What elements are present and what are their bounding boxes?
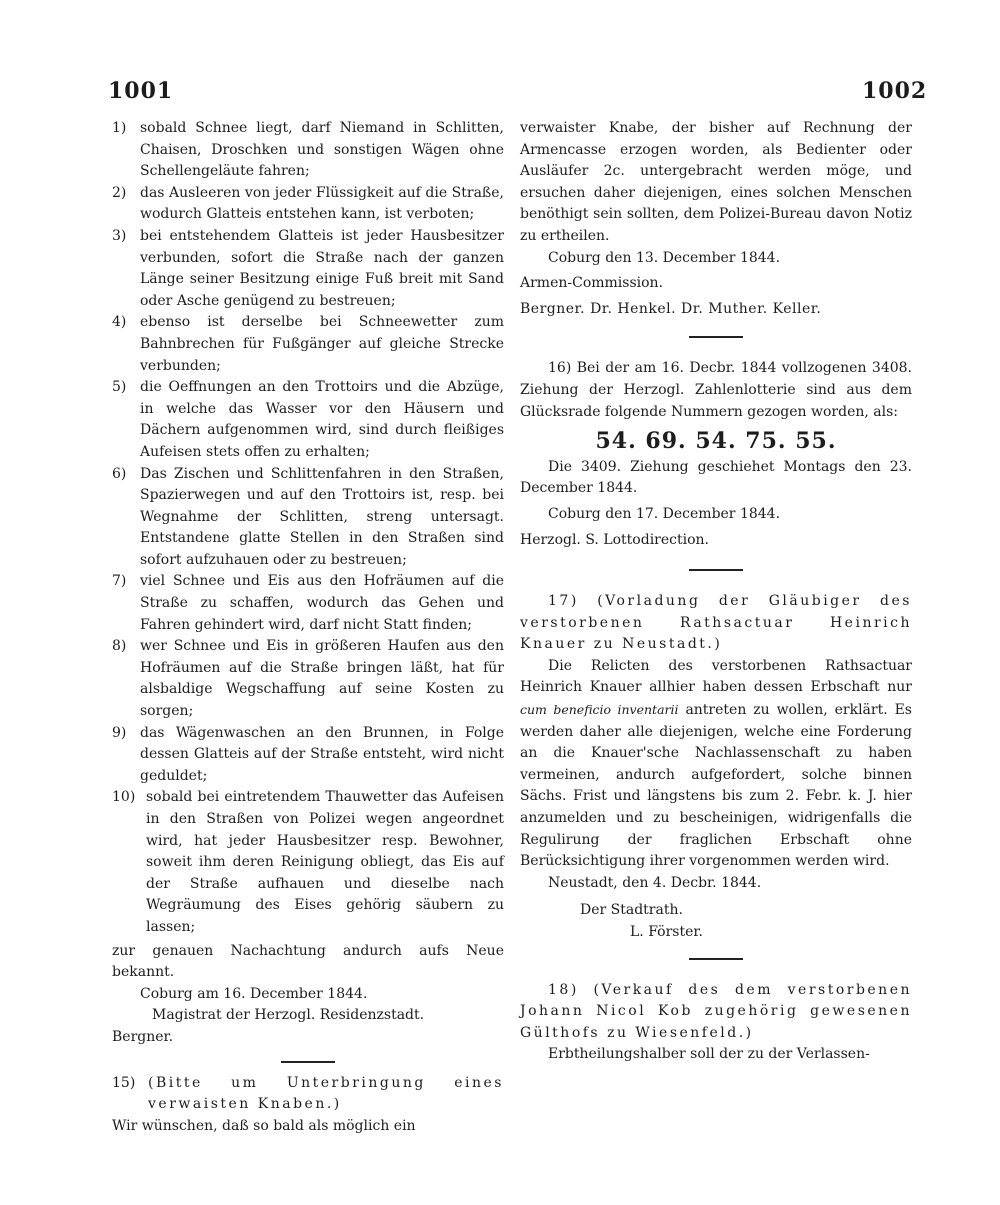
item-18-title: (Verkauf des dem verstorbenen Johann Nicol Kob zugehörig gewesenen Gülthofs zu Wiesenfeld.) (520, 981, 913, 1041)
rule-text: Das Zischen und Schlittenfahren in den Straßen, Spazierwegen und auf den Trottoirs ist, resp. bei Wegnahme der Schlitten, streng untersagt. Entstandene glatte Stellen in den Straßen sind sofort aufzuhauen oder zu bestreuen; (140, 465, 504, 568)
rule-text: viel Schnee und Eis aus den Hofräumen auf die Straße zu schaffen, wodurch das Gehen und Fahren gehindert wird, darf nicht Statt finden; (140, 573, 504, 633)
item-16-date: Coburg den 17. December 1844. (548, 505, 781, 522)
rule-text: bei entstehendem Glatteis ist jeder Hausbesitzer verbunden, sofort die Straße nach der ganzen Länge seiner Besitzung einige Fuß breit mit Sand oder Asche genügend zu bestreuen; (140, 227, 504, 309)
rule-item (112, 787, 504, 938)
rule-item (112, 636, 504, 722)
item-17-number: 17) (548, 593, 579, 610)
item-17-header (520, 591, 912, 656)
notice-date: Coburg am 16. December 1844. (140, 985, 368, 1002)
rule-text: ebenso ist derselbe bei Schneewetter zum Bahnbrechen für Fußgänger auf gleiche Strecke verbunden; (140, 314, 504, 374)
notice-authority: Magistrat der Herzogl. Residenzstadt. (152, 1007, 425, 1024)
rule-item (112, 723, 504, 788)
item-15-continuation: verwaister Knabe, der bisher auf Rechnung der Armencasse erzogen worden, als Bedienter oder Ausläufer 2c. untergebracht werden möge, und ersuchen daher diejenigen, eines solchen Menschen benöthigt sein sollten, dem Polizei-Bureau davon Notiz zu ertheilen. (520, 120, 912, 244)
rule-text: sobald bei eintretendem Thauwetter das Aufeisen in den Straßen von Polizei wegen angeordnet wird, hat jeder Hausbesitzer resp. Bewohner, soweit ihm deren Reinigung obliegt, das Eis auf der Straße aufhauen und dieselbe nach Wegräumung des Eises gehörig säubern zu lassen; (146, 789, 504, 935)
rule-item (112, 464, 504, 572)
item-18-header (520, 980, 912, 1045)
divider-rule (689, 958, 743, 960)
item-18-number: 18) (548, 981, 579, 998)
item-16 (520, 358, 912, 423)
divider-rule (281, 1061, 335, 1063)
item-17-signer: L. Förster. (630, 924, 703, 940)
rule-text: die Oeffnungen an den Trottoirs und die Abzüge, in welche das Wasser vor den Häusern und Dächern aufgenommen wird, sind durch fleißiges Aufeisen stets offen zu erhalten; (140, 379, 504, 460)
rule-text: wer Schnee und Eis in größeren Haufen aus den Hofräumen auf die Straße bringen läßt, hat für alsbaldige Wegschaffung auf seine Kosten zu sorgen; (140, 638, 504, 720)
left-column (112, 118, 504, 1137)
item-17-date: Neustadt, den 4. Decbr. 1844. (548, 874, 762, 891)
item-15-authority: Armen-Commission. (520, 275, 664, 292)
rule-number: 4) (112, 314, 127, 331)
lottery-numbers: 54. 69. 54. 75. 55. (595, 428, 837, 455)
rule-number: 7) (112, 573, 127, 590)
page-number-right: 1002 (862, 78, 928, 104)
item-17-text: Die Relicten des verstorbenen Rathsactuar Heinrich Knauer allhier haben dessen Erbschaft nur cum beneficio inventarii antreten zu wollen, erklärt. Es werden daher alle diejenigen, welche eine Forderung an die Knauer'sche Nachlassenschaft zu haben vermeinen, andurch aufgefordert, solche binnen Sächs. Frist und längstens bis zum 2. Febr. k. J. hier anzumelden und zu bescheinigen, widrigenfalls die Regulirung der fraglichen Erbschaft ohne Berücksichtigung ihrer vorgenommen werden wird. (520, 657, 912, 870)
divider-rule (689, 336, 743, 338)
item-18-start: Erbtheilungshalber soll der zu der Verlassen- (548, 1046, 870, 1063)
item-15-signers: Bergner. Dr. Henkel. Dr. Muther. Keller. (520, 300, 822, 317)
rule-item (112, 118, 504, 183)
item-15-date: Coburg den 13. December 1844. (548, 249, 781, 266)
item-15-start: Wir wünschen, daß so bald als möglich ein (112, 1117, 416, 1134)
item-15-header (112, 1073, 504, 1116)
right-column (520, 118, 912, 1066)
page-number-left: 1001 (108, 78, 174, 104)
rule-item (112, 226, 504, 312)
rule-item (112, 183, 504, 226)
item-16-number: 16) (548, 360, 572, 377)
item-16-text: Bei der am 16. Decbr. 1844 vollzogenen 3408. Ziehung der Herzogl. Zahlenlotterie sind aus dem Glücksrade folgende Nummern gezogen worden, als: (520, 360, 912, 420)
rule-number: 1) (112, 120, 127, 136)
rules-list (112, 118, 504, 939)
rule-item (112, 312, 504, 377)
closing-text: zur genauen Nachachtung andurch aufs Neue bekannt. (112, 942, 504, 981)
rule-number: 5) (112, 379, 127, 396)
rule-number: 9) (112, 724, 127, 741)
item-15-title: (Bitte um Unterbringung eines verwaisten Knaben.) (148, 1074, 504, 1113)
notice-signer: Bergner. (112, 1028, 174, 1045)
item-15-number: 15) (112, 1074, 136, 1091)
rule-text: sobald Schnee liegt, darf Niemand in Schlitten, Chaisen, Droschken und sonstigen Wägen ohne Schellengeläute fahren; (140, 120, 504, 180)
item-17-authority: Der Stadtrath. (580, 902, 683, 919)
rule-item (112, 571, 504, 636)
rule-number: 8) (112, 638, 127, 655)
latin-phrase: cum beneficio inventarii (520, 702, 679, 718)
rule-number: 2) (112, 184, 127, 201)
rule-number: 10) (112, 789, 136, 806)
item-16-next-draw: Die 3409. Ziehung geschiehet Montags den 23. December 1844. (520, 458, 912, 497)
rule-number: 3) (112, 227, 127, 244)
rule-text: das Wägenwaschen an den Brunnen, in Folge dessen Glatteis auf der Straße entsteht, wird nicht geduldet; (140, 724, 504, 784)
rule-item (112, 377, 504, 463)
rule-number: 6) (112, 465, 127, 482)
rule-text: das Ausleeren von jeder Flüssigkeit auf die Straße, wodurch Glatteis entstehen kann, ist verboten; (140, 184, 504, 223)
divider-rule (689, 569, 743, 571)
item-16-authority: Herzogl. S. Lottodirection. (520, 531, 709, 548)
item-17-title: (Vorladung der Gläubiger des verstorbenen Rathsactuar Heinrich Knauer zu Neustadt.) (520, 593, 912, 653)
